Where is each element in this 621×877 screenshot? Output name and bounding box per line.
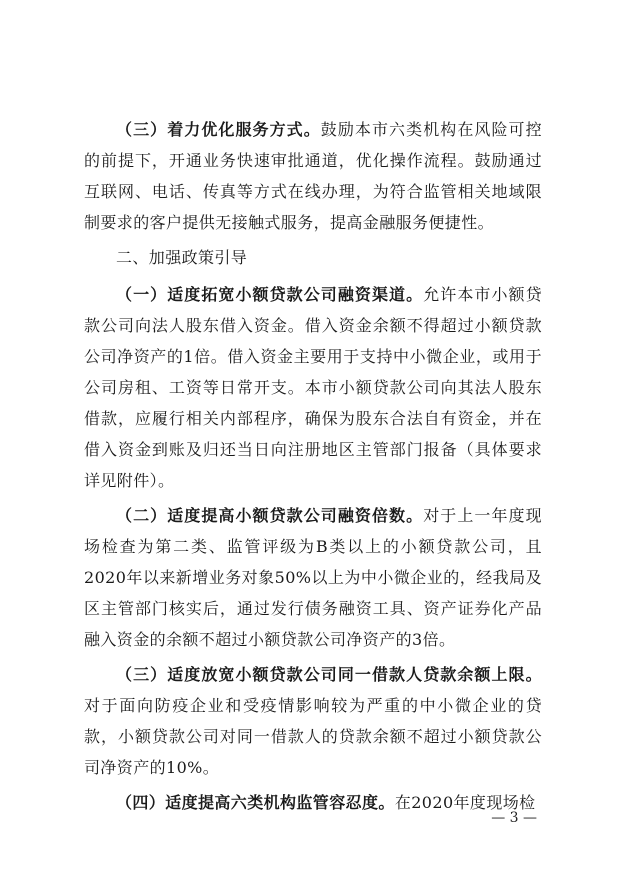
paragraph-text: 在2020年度现场检 [394, 793, 536, 812]
paragraph-financing-multiple [84, 500, 542, 655]
paragraph-text: 允许本市小额贷款公司向法人股东借入资金。借入资金余额不得超过小额贷款公司净资产的1倍。借入资金主要用于支持中小微企业，或用于公司房租、工资等日常开支。本市小额贷款公司向其法人股东借款，应履行相关内部程序，确保为股东合法自有资金，并在借入资金到账及归还当日向注册地区主管部门报备（具体要求详见附件）。 [84, 285, 542, 490]
paragraph-text: 对于面向防疫企业和受疫情影响较为严重的中小微企业的贷款，小额贷款公司对同一借款人的贷款余额不超过小额贷款公司净资产的10%。 [84, 696, 542, 777]
page-number: — 3 — [491, 810, 537, 826]
paragraph-lead: （四）适度提高六类机构监管容忍度。 [116, 793, 395, 812]
paragraph-text: 对于上一年度现场检查为第二类、监管评级为B类以上的小额贷款公司，且2020年以来新增业务对象50%以上为中小微企业的，经我局及区主管部门核实后，通过发行债务融资工具、资产证券化产品融入资金的余额不超过小额贷款公司净资产的3倍。 [84, 506, 542, 649]
paragraph-lead: （三）适度放宽小额贷款公司同一借款人贷款余额上限。 [116, 665, 542, 684]
paragraph-lead: （二）适度提高小额贷款公司融资倍数。 [116, 506, 424, 525]
paragraph-lead: （三）着力优化服务方式。 [116, 120, 321, 139]
paragraph-financing-channels [84, 279, 542, 496]
paragraph-service-method [84, 114, 542, 238]
paragraph-lead: （一）适度拓宽小额贷款公司融资渠道。 [116, 285, 424, 304]
paragraph-text: 鼓励本市六类机构在风险可控的前提下，开通业务快速审批通道，优化操作流程。鼓励通过互联网、电话、传真等方式在线办理，为符合监管相关地域限制要求的客户提供无接触式服务，提高金融服务便捷性。 [84, 120, 542, 232]
document-body [84, 114, 542, 822]
paragraph-regulatory-tolerance [84, 787, 542, 818]
section-heading: 二、加强政策引导 [116, 248, 248, 267]
paragraph-borrower-limit [84, 659, 542, 783]
